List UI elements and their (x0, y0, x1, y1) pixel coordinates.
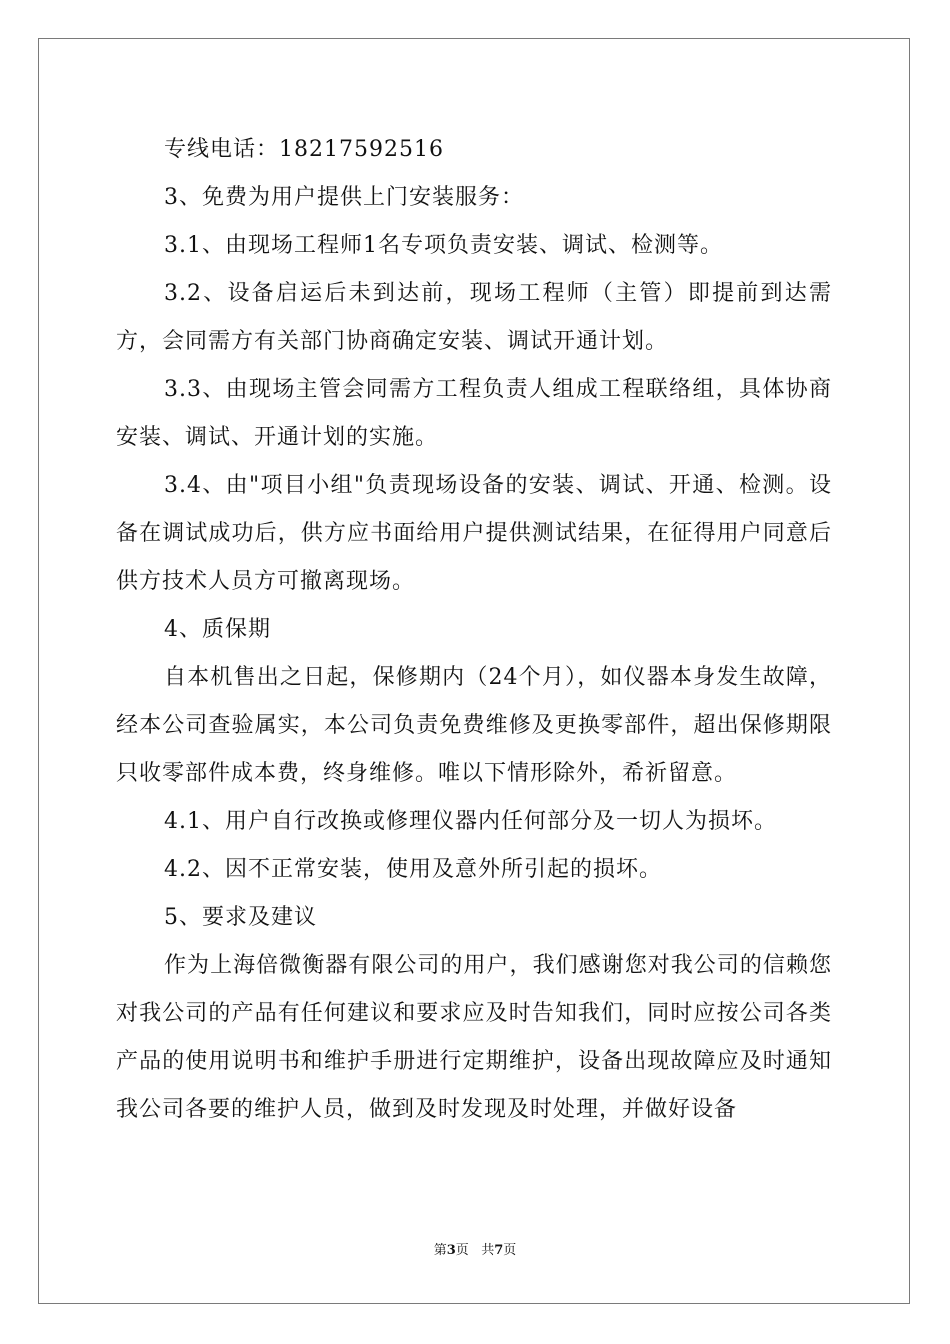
paragraph-3-1: 3.1、由现场工程师1名专项负责安装、调试、检测等。 (164, 233, 723, 258)
page-footer (0, 1243, 950, 1259)
footer-page-number: 3 (446, 1243, 456, 1258)
paragraph-4-2: 4.2、因不正常安装，使用及意外所引起的损坏。 (164, 857, 662, 882)
paragraph-3-3: 3.3、由现场主管会同需方工程负责人组成工程联络组，具体协商安装、调试、开通计划的实施。 (116, 377, 832, 450)
paragraph-suggestions: 作为上海倍微衡器有限公司的用户，我们感谢您对我公司的信赖您对我公司的产品有任何建议和要求应及时告知我们，同时应按公司各类产品的使用说明书和维护手册进行定期维护，设备出现故障应及时通知我公司各要的维护人员，做到及时发现及时处理，并做好设备 (116, 953, 832, 1122)
paragraph-hotline: 专线电话：18217592516 (164, 137, 444, 162)
paragraph-3-2: 3.2、设备启运后未到达前，现场工程师（主管）即提前到达需方，会同需方有关部门协商确定安装、调试开通计划。 (116, 281, 832, 354)
footer-page-prefix: 第 (433, 1243, 447, 1258)
paragraph-section-4-heading: 4、质保期 (164, 617, 271, 642)
paragraph-warranty: 自本机售出之日起，保修期内（24个月），如仪器本身发生故障，经本公司查验属实，本公司负责免费维修及更换零部件，超出保修期限只收零部件成本费，终身维修。唯以下情形除外，希祈留意。 (116, 665, 832, 786)
footer-total-suffix: 页 (503, 1243, 517, 1258)
paragraph-section-5-heading: 5、要求及建议 (164, 905, 317, 930)
footer-total-pages: 7 (494, 1243, 504, 1258)
footer-total-prefix: 共 (481, 1243, 495, 1258)
paragraph-4-1: 4.1、用户自行改换或修理仪器内任何部分及一切人为损坏。 (164, 809, 777, 834)
document-body (116, 126, 832, 1134)
footer-page-suffix: 页 (455, 1243, 469, 1258)
paragraph-3-4: 3.4、由"项目小组"负责现场设备的安装、调试、开通、检测。设备在调试成功后，供方应书面给用户提供测试结果，在征得用户同意后供方技术人员方可撤离现场。 (116, 473, 832, 594)
paragraph-section-3-heading: 3、免费为用户提供上门安装服务： (164, 185, 524, 210)
